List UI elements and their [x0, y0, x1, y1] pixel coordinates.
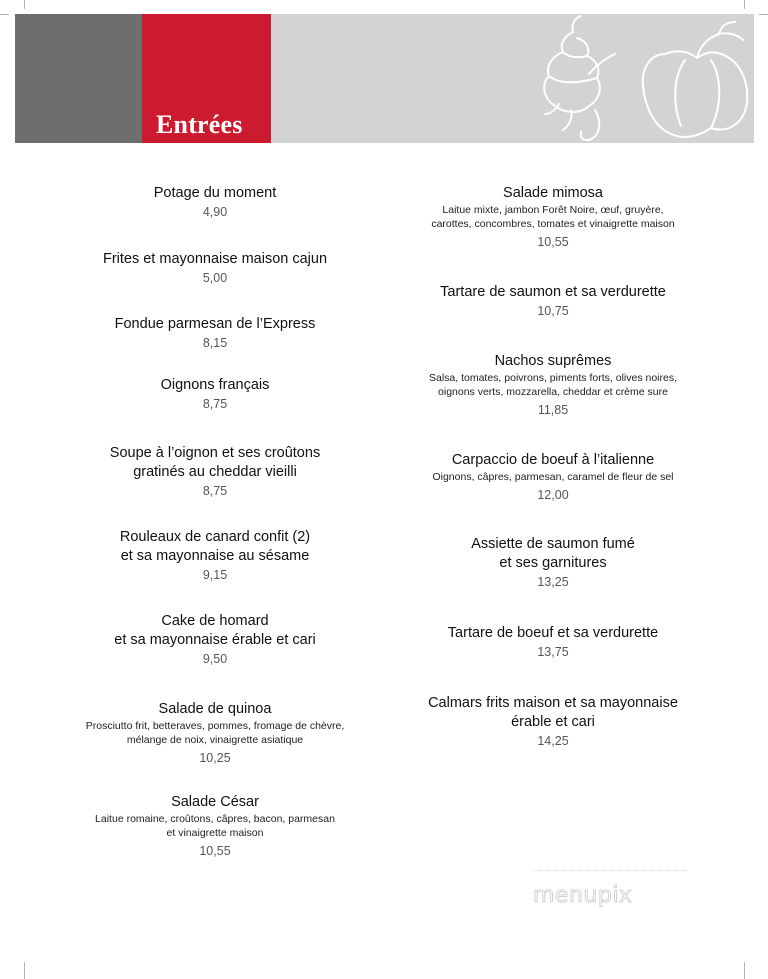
item-name: gratinés au cheddar vieilli: [133, 464, 297, 480]
item-description: Salsa, tomates, poivrons, piments forts, olives noires,: [428, 372, 678, 384]
item-name: Assiette de saumon fumé: [471, 536, 635, 552]
menu-item: [413, 283, 693, 320]
item-price: 11,85: [537, 403, 569, 417]
item-name: Carpaccio de boeuf à l’italienne: [451, 452, 655, 468]
item-name: Salade mimosa: [503, 185, 603, 201]
item-name: Potage du moment: [153, 185, 277, 201]
crop-mark: [24, 962, 25, 979]
item-price: 9,15: [202, 568, 228, 582]
item-price: 8,75: [202, 397, 228, 411]
item-name: Fondue parmesan de l’Express: [114, 316, 316, 332]
item-name: Soupe à l’oignon et ses croûtons: [109, 445, 321, 461]
item-name: Nachos suprêmes: [494, 353, 612, 369]
menu-item: [413, 694, 693, 750]
item-name: Cake de homard: [161, 613, 269, 629]
menu-item: [413, 352, 693, 419]
item-price: 8,75: [202, 484, 228, 498]
crop-mark: [0, 14, 9, 15]
item-price: 8,15: [202, 336, 228, 350]
watermark-logo: menupix: [533, 883, 633, 908]
menu-item: [80, 184, 350, 221]
item-price: 13,25: [537, 575, 569, 589]
item-name: Salade de quinoa: [158, 701, 272, 717]
menu-item: [413, 451, 693, 504]
menu-item: [80, 528, 350, 584]
item-name: et sa mayonnaise érable et cari: [114, 632, 316, 648]
item-price: 10,55: [199, 844, 231, 858]
item-name: Tartare de saumon et sa verdurette: [440, 284, 666, 300]
item-price: 12,00: [537, 488, 569, 502]
crop-mark: [744, 0, 745, 9]
item-description: Oignons, câpres, parmesan, caramel de fleur de sel: [432, 471, 674, 483]
item-price: 10,25: [199, 751, 231, 765]
header-banner: [15, 14, 754, 143]
header-dark-block: [15, 14, 142, 143]
item-name: Frites et mayonnaise maison cajun: [102, 251, 328, 267]
menu-item: [80, 612, 350, 668]
item-name: Rouleaux de canard confit (2): [119, 529, 311, 545]
menu-item: [413, 535, 693, 591]
item-description: oignons verts, mozzarella, cheddar et crème sure: [438, 386, 668, 398]
item-price: 5,00: [202, 271, 228, 285]
item-price: 13,75: [537, 645, 569, 659]
vegetables-illustration-icon: [515, 14, 754, 143]
item-name: Oignons français: [160, 377, 270, 393]
menu-item: [80, 444, 350, 500]
item-name: Calmars frits maison et sa mayonnaise: [428, 695, 678, 711]
menu-item: [80, 700, 350, 767]
watermark-rule: [533, 870, 688, 871]
crop-mark: [759, 14, 768, 15]
crop-mark: [744, 962, 745, 979]
item-price: 14,25: [537, 734, 569, 748]
item-description: carottes, concombres, tomates et vinaigrette maison: [431, 218, 675, 230]
item-name: et ses garnitures: [499, 555, 607, 571]
item-description: et vinaigrette maison: [166, 827, 264, 839]
menu-item: [80, 376, 350, 413]
item-description: Laitue mixte, jambon Forêt Noire, œuf, gruyère,: [442, 204, 664, 216]
item-name: érable et cari: [511, 714, 595, 730]
item-name: Tartare de boeuf et sa verdurette: [447, 625, 659, 641]
menu-item: [413, 624, 693, 661]
item-price: 10,75: [537, 304, 569, 318]
item-description: Prosciutto frit, betteraves, pommes, fromage de chèvre,: [85, 720, 345, 732]
item-description: mélange de noix, vinaigrette asiatique: [126, 734, 304, 746]
crop-mark: [24, 0, 25, 9]
menu-item: [413, 184, 693, 251]
menu-item: [80, 315, 350, 352]
menu-item: [80, 250, 350, 287]
item-price: 10,55: [537, 235, 569, 249]
item-description: Laitue romaine, croûtons, câpres, bacon, parmesan: [95, 813, 335, 825]
item-price: 9,50: [202, 652, 228, 666]
menu-item: [80, 793, 350, 860]
section-title: Entrées: [156, 110, 243, 139]
item-name: et sa mayonnaise au sésame: [120, 548, 310, 564]
item-name: Salade César: [171, 794, 259, 810]
item-price: 4,90: [202, 205, 228, 219]
